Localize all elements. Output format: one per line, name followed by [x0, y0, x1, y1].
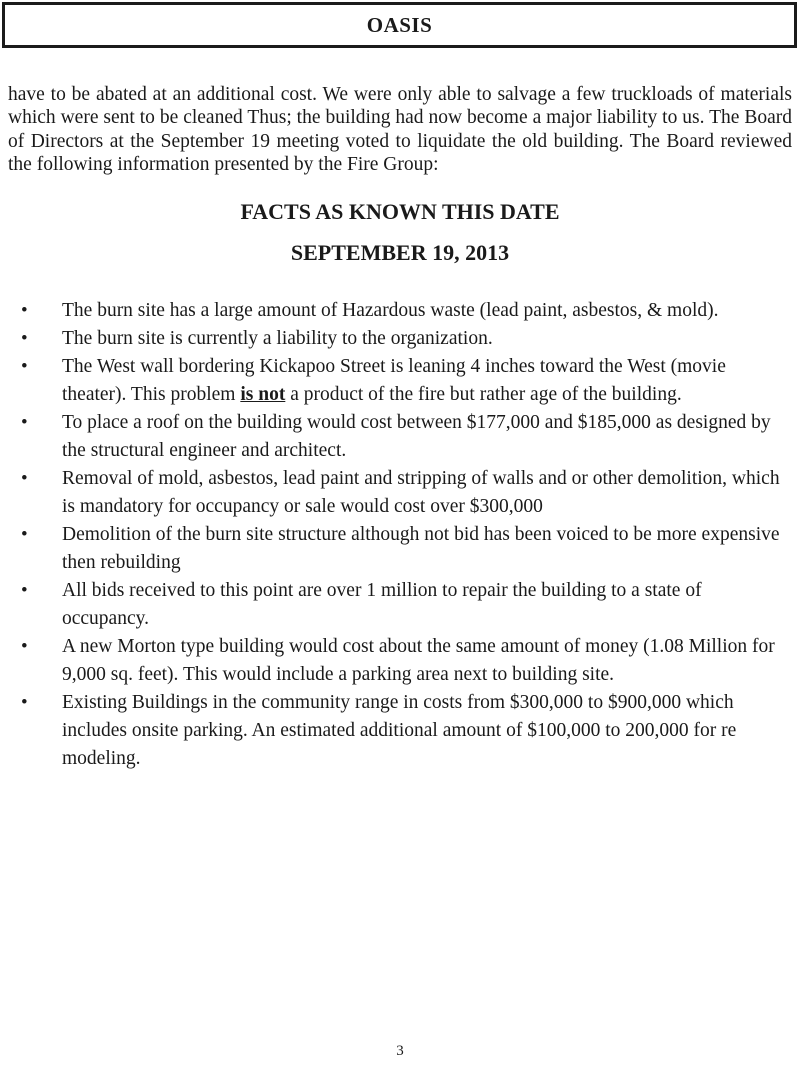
list-item — [8, 633, 788, 689]
bullet-icon: • — [21, 412, 28, 433]
list-item-text — [62, 356, 726, 405]
list-item-text-post: a product of the fire but rather age of the building. — [285, 384, 682, 405]
section-title: FACTS AS KNOWN THIS DATE — [240, 199, 560, 224]
bullet-icon: • — [21, 468, 28, 489]
intro-paragraph: have to be abated at an additional cost. We were only able to salvage a few truckloads of materials which were sent to be cleaned Thus; the building had now become a major liability to us. The Board of Directors at the September 19 meeting voted to liquidate the old building. The Board reviewed the following information presented by the Fire Group: — [8, 83, 792, 176]
list-item — [8, 465, 788, 521]
bullet-icon: • — [21, 524, 28, 545]
bullet-icon: • — [21, 580, 28, 601]
list-item — [8, 297, 788, 325]
header-box — [2, 2, 797, 48]
list-item — [8, 689, 788, 773]
bullet-icon: • — [21, 300, 28, 321]
bullet-icon: • — [21, 328, 28, 349]
list-item-text: To place a roof on the building would cost between $177,000 and $185,000 as designed by the structural engineer and architect. — [62, 412, 771, 461]
facts-list — [8, 297, 788, 773]
list-item — [8, 409, 788, 465]
list-item-text: A new Morton type building would cost about the same amount of money (1.08 Million for 9,000 sq. feet). This would include a parking area next to building site. — [62, 636, 775, 685]
bullet-icon: • — [21, 356, 28, 377]
list-item-text: Demolition of the burn site structure although not bid has been voiced to be more expensive then rebuilding — [62, 524, 780, 573]
list-item — [8, 577, 788, 633]
bullet-icon: • — [21, 692, 28, 713]
bullet-icon: • — [21, 636, 28, 657]
list-item — [8, 353, 788, 409]
section-date: SEPTEMBER 19, 2013 — [290, 240, 510, 265]
emphasis-text: is not — [240, 384, 286, 405]
list-item-text-pre: The West wall bordering Kickapoo Street is leaning 4 inches toward the West (movie theater). This problem — [62, 356, 726, 405]
document-title: OASIS — [366, 12, 433, 37]
list-item-text: The burn site is currently a liability to the organization. — [62, 328, 493, 349]
list-item-text: All bids received to this point are over 1 million to repair the building to a state of occupancy. — [62, 580, 702, 629]
page-number: 3 — [396, 1043, 404, 1059]
list-item-text: The burn site has a large amount of Hazardous waste (lead paint, asbestos, & mold). — [62, 300, 719, 321]
section-heading — [0, 199, 800, 266]
list-item-text: Removal of mold, asbestos, lead paint and stripping of walls and or other demolition, which is mandatory for occupancy or sale would cost over $300,000 — [62, 468, 780, 517]
list-item — [8, 325, 788, 353]
list-item — [8, 521, 788, 577]
list-item-text: Existing Buildings in the community range in costs from $300,000 to $900,000 which includes onsite parking. An estimated additional amount of $100,000 to 200,000 for re modeling. — [62, 692, 737, 769]
